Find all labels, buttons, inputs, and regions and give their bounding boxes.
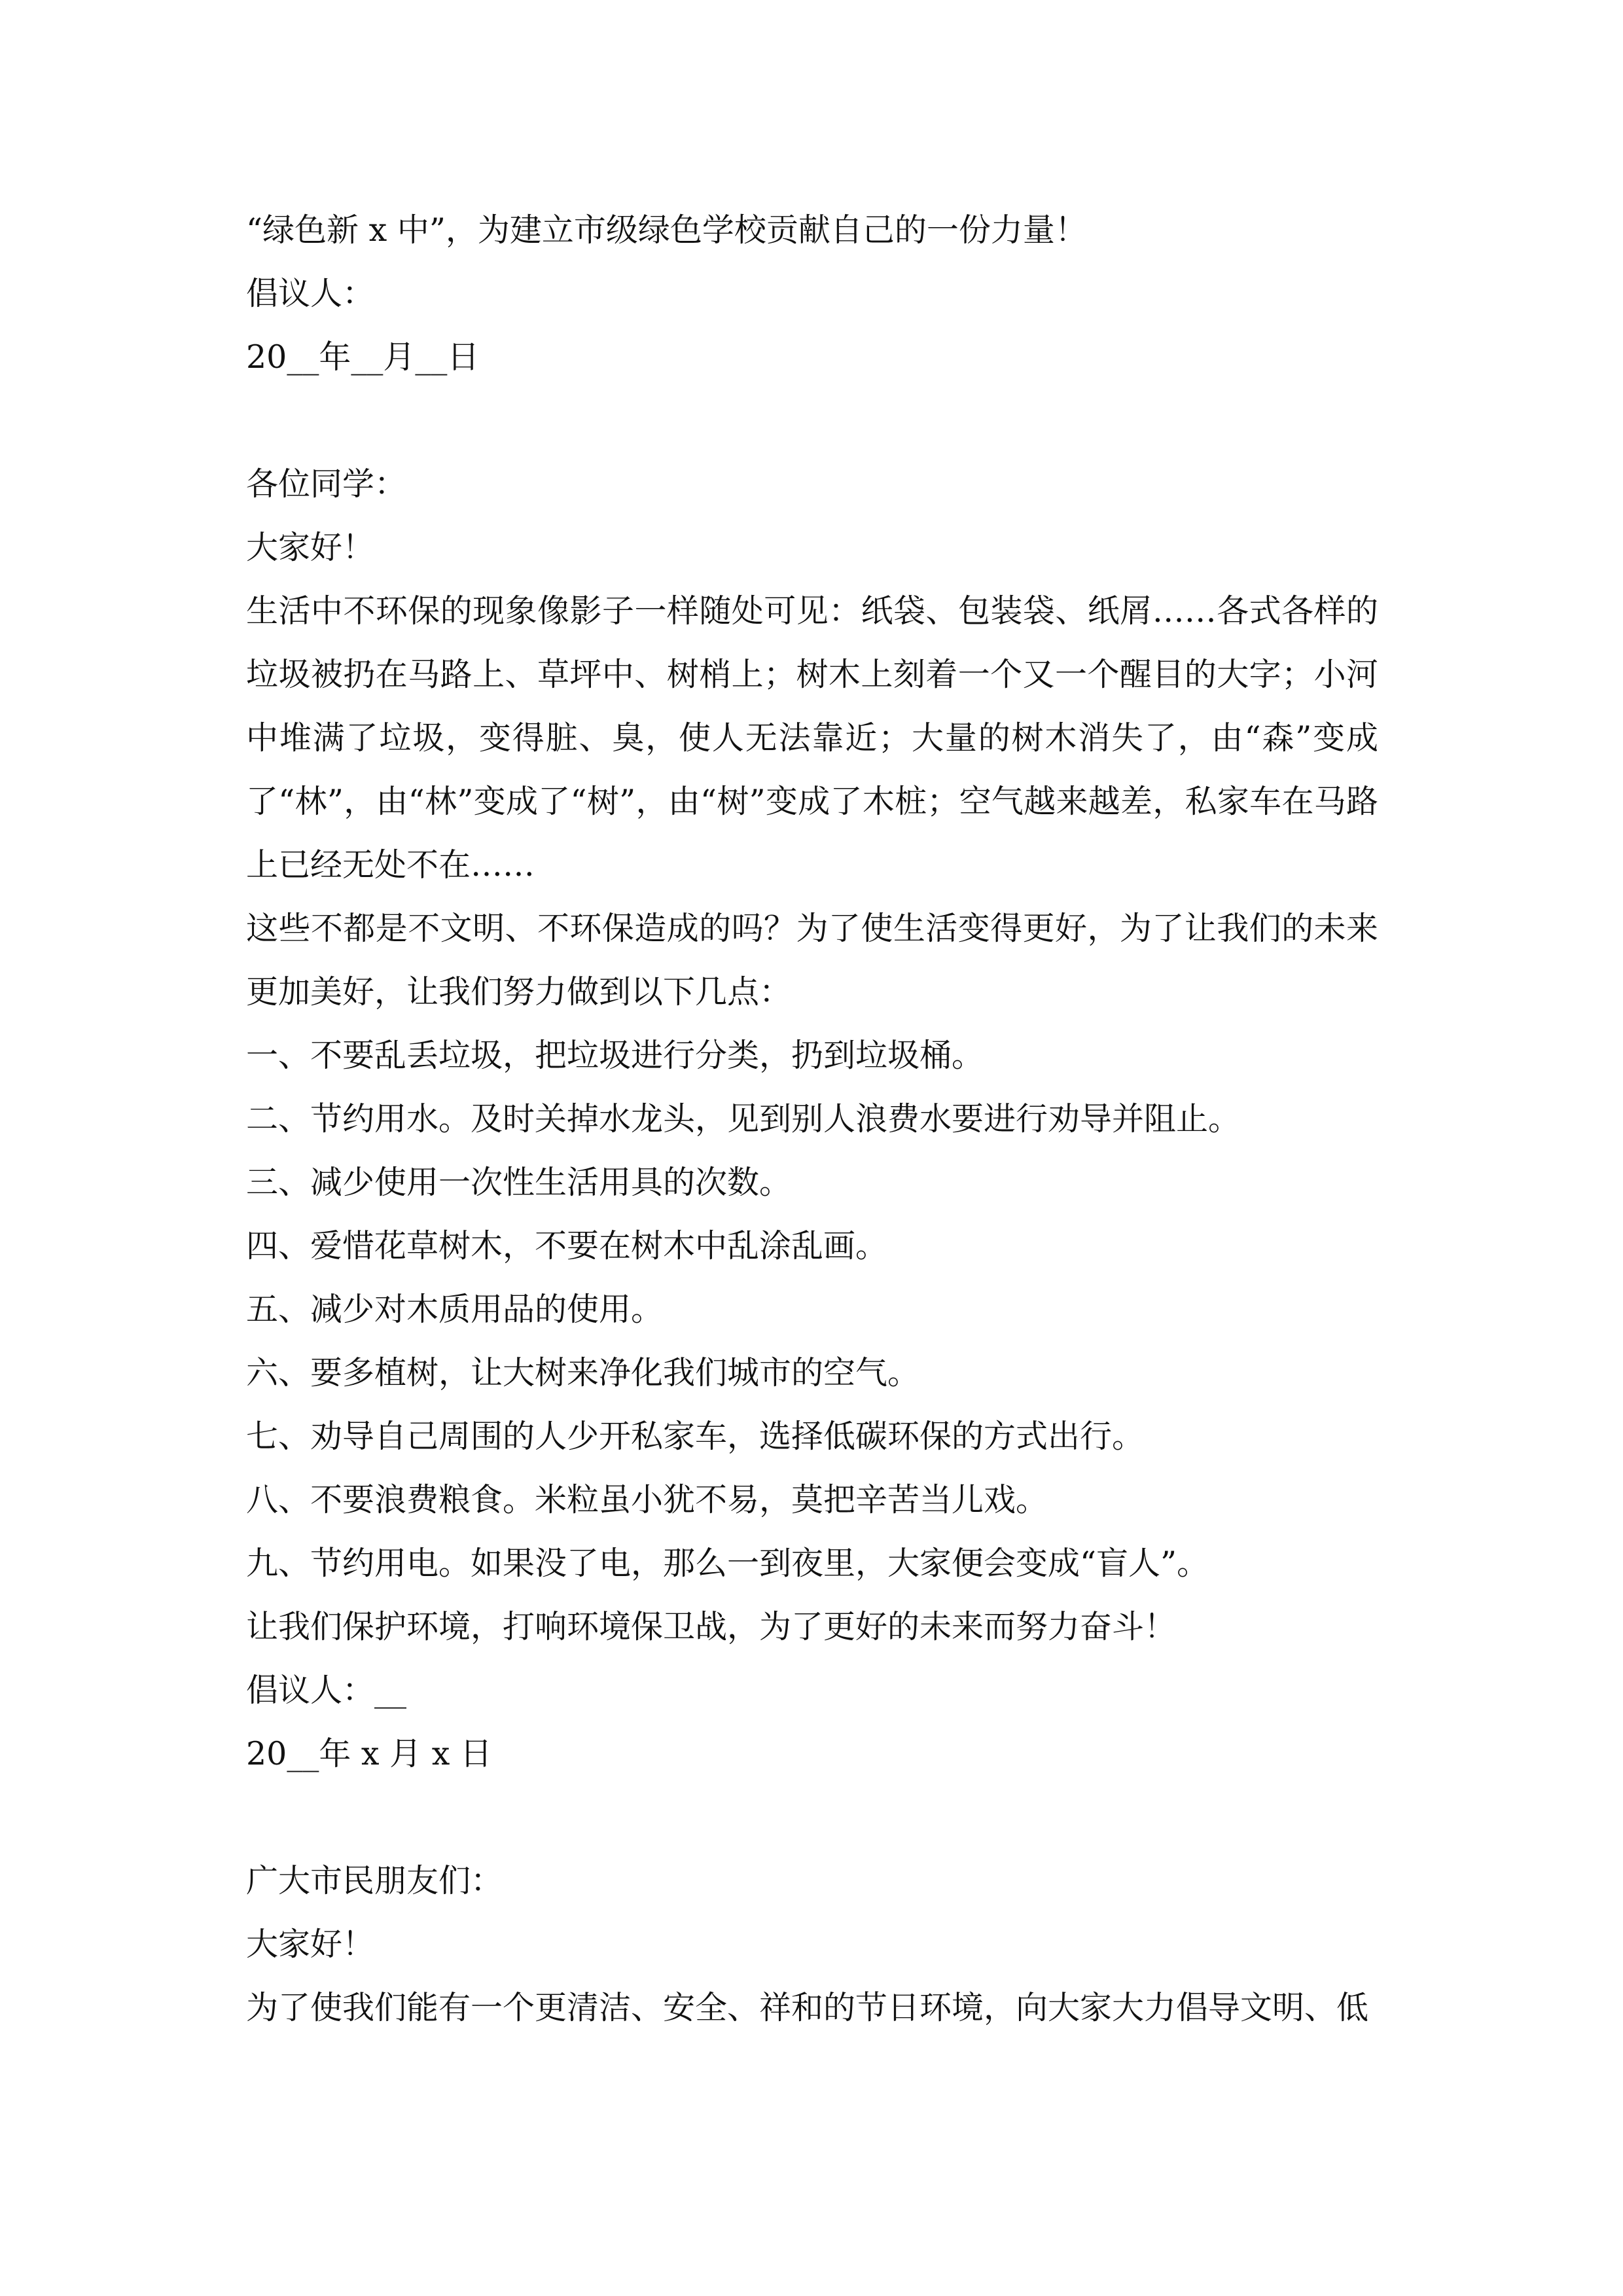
list-item: 二、节约用水。及时关掉水龙头，见到别人浪费水要进行劝导并阻止。 xyxy=(246,1100,1241,1138)
section3-salutation: 广大市民朋友们： xyxy=(246,1862,503,1899)
section1-closing-line: “绿色新 x 中”，为建立市级绿色学校贡献自己的一份力量！ xyxy=(246,211,1087,249)
section2-signer: 倡议人：__ xyxy=(246,1672,407,1709)
section-spacer xyxy=(246,1785,1378,1849)
section2-closing: 让我们保护环境，打响环境保卫战，为了更好的未来而努力奋斗！ xyxy=(246,1608,1177,1645)
section1-date: 20__年__月__日 xyxy=(246,338,480,376)
list-item: 一、不要乱丢垃圾，把垃圾进行分类，扔到垃圾桶。 xyxy=(246,1037,984,1074)
section2-date: 20__年 x 月 x 日 xyxy=(246,1735,492,1772)
list-item: 九、节约用电。如果没了电，那么一到夜里，大家便会变成“盲人”。 xyxy=(246,1545,1209,1582)
section2-salutation: 各位同学： xyxy=(246,465,407,503)
section1-signer: 倡议人： xyxy=(246,275,375,312)
list-item: 四、爱惜花草树木，不要在树木中乱涂乱画。 xyxy=(246,1227,888,1265)
list-item: 七、劝导自己周围的人少开私家车，选择低碳环保的方式出行。 xyxy=(246,1418,1145,1455)
section2-greeting: 大家好！ xyxy=(246,529,375,566)
section-spacer xyxy=(246,389,1378,452)
section2-paragraph-2: 这些不都是不文明、不环保造成的吗？为了使生活变得更好，为了让我们的未来更加美好，让我们努力做到以下几点： xyxy=(246,910,1378,1011)
section2-paragraph-1: 生活中不环保的现象像影子一样随处可见：纸袋、包装袋、纸屑……各式各样的垃圾被扔在马路上、草坪中、树梢上；树木上刻着一个又一个醒目的大字；小河中堆满了垃圾，变得脏、臭，使人无法靠近；大量的树木消失了，由“森”变成了“林”，由“林”变成了“树”，由“树”变成了木桩；空气越来越差，私家车在马路上已经无处不在…… xyxy=(246,592,1378,884)
document-body xyxy=(246,198,1378,2039)
list-item: 八、不要浪费粮食。米粒虽小犹不易，莫把辛苦当儿戏。 xyxy=(246,1481,1048,1518)
section3-greeting: 大家好！ xyxy=(246,1926,375,1963)
list-item: 六、要多植树，让大树来净化我们城市的空气。 xyxy=(246,1354,920,1391)
list-item: 三、减少使用一次性生活用具的次数。 xyxy=(246,1164,792,1201)
list-item: 五、减少对木质用品的使用。 xyxy=(246,1291,664,1328)
section3-paragraph-1: 为了使我们能有一个更清洁、安全、祥和的节日环境，向大家大力倡导文明、低 xyxy=(246,1989,1369,2026)
